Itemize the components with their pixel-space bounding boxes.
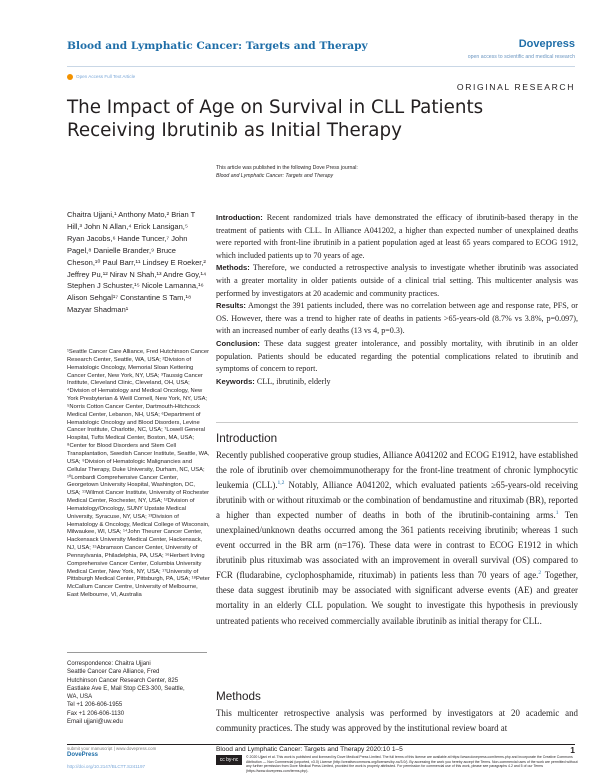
affiliations: ¹Seattle Cancer Care Alliance, Fred Hutchinson Cancer Research Center, Seattle, WA, USA; ²Division of Hematologic Oncology, Memorial Sloan Kettering Cancer Center, New York, NY, USA; ³Taussig Cancer Institute, Cleveland Clinic, Cleveland, OH, USA; ⁴Division of Hematology and Medical Oncology, New York Presbyterian & Weill Cornell, New York, NY, USA; ⁵Norris Cotton Cancer Center, Dartmouth-Hitchcock Medical Center, Lebanon, NH, USA; ⁶Department of Hematologic Oncology and Blood Disorders, Levine Cancer Institute, Charlotte, NC, USA; ⁷Lowell General Hospital, Tufts Medical Center, Boston, MA, USA; ⁸Center for Blood Disorders and Stem Cell Transplantation, Swedish Cancer Institute, Seattle, WA, USA; ⁹Division of Hematologic Malignancies and Cellular Therapy, Duke University, Durham, NC, USA; ¹⁰Lombardi Comprehensive Cancer Center, Georgetown University Hospital, Washington, DC, USA; ¹¹Wilmot Cancer Institute, University of Rochester Medical Center, Rochester, NY, USA; ¹²Division of Hematology/Oncology, SUNY Upstate Medical University, Syracuse, NY, USA; ¹³Division of Hematology & Oncology, Medical College of Wisconsin, Milwaukee, WI, USA; ¹⁴John Theurer Cancer Center, Hackensack University Medical Center, Hackensack, NJ, USA; ¹⁵Abramson Cancer Center, University of Pennsylvania, Philadelphia, PA, USA; ¹⁶Herbert Irving Comprehensive Cancer Center, Columbia University Medical Center, New York, NY, USA; ¹⁷University of Pittsburgh Medical Center, Pittsburgh, PA, USA; ¹⁸Peter McCallum Cancer Centre, University of Melbourne, East Melbourne, VI, Australia: [67, 349, 210, 599]
correspondence: [67, 660, 210, 726]
author-list: Chaitra Ujjani,¹ Anthony Mato,² Brian T Hill,³ John N Allan,⁴ Erick Lansigan,⁵ Ryan Jacobs,⁶ Hande Tuncer,⁷ John Pagel,⁸ Danielle Brander,⁹ Bruce Cheson,¹⁰ Paul Barr,¹¹ Lindsey E Roeker,² Jeffrey Pu,¹² Nirav N Shah,¹³ Andre Goy,¹⁴ Stephen J Schuster,¹⁵ Nicole Lamanna,¹⁶ Alison Sehgal¹⁷ Constantine S Tam,¹⁸ Mazyar Shadman¹: [67, 210, 207, 315]
article-type: ORIGINAL RESEARCH: [456, 82, 575, 92]
citation-link[interactable]: 2: [538, 570, 542, 577]
abstract-results-label: Results:: [216, 301, 246, 311]
article-title: The Impact of Age on Survival in CLL Patients Receiving Ibrutinib as Initial Therapy: [67, 97, 484, 141]
abstract-conclusion-label: Conclusion:: [216, 338, 260, 348]
abstract-intro: Recent randomized trials have demonstrated the efficacy of ibrutinib-based therapy in the treatment of patients with CLL. In Alliance A041202, a higher than expected number of unexplained deaths were reported with front-line ibrutinib in a patient population aged at least 65 years compared to ECOG 1912, which included patients up to 70 years of age.: [216, 213, 578, 260]
correspondence-line: WA, USA: [67, 694, 93, 701]
abstract-intro-label: Introduction:: [216, 213, 263, 222]
submit-link[interactable]: submit your manuscript | www.dovepress.com: [67, 746, 157, 751]
correspondence-line: Eastlake Ave E, Mail Stop CE3-300, Seattle,: [67, 685, 185, 692]
correspondence-line: Correspondence: Chaitra Ujjani: [67, 661, 151, 667]
correspondence-divider: [67, 652, 207, 653]
page-number: 1: [570, 745, 575, 755]
section-heading-methods: Methods: [216, 690, 261, 703]
publisher-tagline: open access to scientific and medical research: [467, 54, 575, 60]
intro-text: Notably, Alliance A041202, which evaluated patients ≥65-years-old receiving ibrutinib with or without rituximab or the combination of bendamustine and rituximab (BR), reported a higher than expected number of deaths in both of the ibrutinib-containing arms.: [216, 480, 578, 521]
introduction-body: [216, 448, 578, 629]
dovepress-logo[interactable]: DovePress: [67, 752, 99, 758]
abstract-conclusion: These data suggest greater intolerance, and possibly mortality, with ibrutinib in an older population. Patients should be educated regarding the potential complications related to ibrutinib and symptoms of concern to report.: [216, 338, 578, 374]
published-note-journal: Blood and Lymphatic Cancer: Targets and Therapy: [216, 173, 334, 179]
open-access-icon: [67, 74, 73, 80]
abstract-methods: Therefore, we conducted a retrospective analysis to investigate whether ibrutinib was associated with a greater mortality in older patients outside of a clinical trial setting. This multicenter analysis was performed by investigators at 20 academic and community practices.: [216, 263, 578, 298]
correspondence-line: Hutchinson Cancer Research Center, 825: [67, 677, 179, 684]
journal-title: Blood and Lymphatic Cancer: Targets and Therapy: [67, 40, 368, 52]
cc-license-icon[interactable]: cc by-nc: [216, 755, 242, 765]
abstract-results: Amongst the 391 patients included, there was no correlation between age and response rate, PFS, or OS. However, there was a trend to higher rate of deaths in patients >65-years-old (8.7% vs 3.8%, p=0.097), with an increased number of early deaths (13 vs 4, p=0.3).: [216, 301, 579, 336]
footer-journal: Blood and Lymphatic Cancer: Targets and Therapy 2020:10 1–5: [216, 746, 403, 753]
intro-text: Together, these data suggest ibrutinib may be associated with significant adverse events (AE) and greater mortality in an elderly CLL population. We sought to investigate this hypothesis in previously untreated patients who received commercially available ibrutinib as initial therapy for CLL.: [216, 570, 578, 626]
open-access-label: [67, 74, 135, 80]
correspondence-line: Seattle Cancer Care Alliance, Fred: [67, 669, 160, 676]
publisher-logo[interactable]: Dovepress: [518, 38, 575, 50]
correspondence-line: Fax +1 206-606-1130: [67, 710, 125, 717]
intro-text: Recently published cooperative group studies, Alliance A041202 and ECOG E1912, have established the role of ibrutinib over chemoimmunotherapy for the front-line treatment of chronic lymphocytic leukemia (CLL).: [216, 450, 578, 491]
correspondence-line: Tel +1 206-606-1955: [67, 702, 123, 709]
published-note: [216, 164, 516, 180]
footer-divider: [67, 744, 575, 745]
citation-link[interactable]: 1: [555, 510, 559, 517]
doi-link[interactable]: http://doi.org/10.2147/BLCTT.S241197: [67, 764, 146, 769]
correspondence-email[interactable]: Email ujjani@uw.edu: [67, 719, 123, 726]
keywords-label: Keywords:: [216, 376, 255, 386]
abstract-methods-label: Methods:: [216, 263, 250, 273]
citation-link[interactable]: 1,2: [277, 480, 285, 487]
published-note-line: This article was published in the following Dove Press journal:: [216, 165, 358, 171]
abstract: [216, 212, 578, 388]
open-access-text: Open Access Full Text Article: [76, 74, 136, 80]
abstract-divider: [216, 422, 578, 423]
intro-text: Ten unexplained/unknown deaths occurred among the 361 patients receiving ibrutinib; whereas 1 such event occurred in the BR arm (n=176). These data were in contrast to ECOG E1912 in which ibrutinib plus rituximab was associated with an improvement in overall survival (OS) compared to FCR (fludarabine, cyclophosphamide, rituximab) in patients less than 70 years of age.: [216, 510, 578, 581]
section-heading-introduction: Introduction: [216, 432, 278, 445]
keywords: CLL, ibrutinib, elderly: [256, 376, 331, 386]
header-divider: [67, 66, 575, 67]
license-text: © 2020 Ujjani et al. This work is published and licensed by Dove Medical Press Limited. The full terms of this license are available at https://www.dovepress.com/terms.php and incorporate the Creative Commons Attribution — Non Commercial (unported, v3.0) License (http://creativecommons.org/licenses/by-nc/3.0/). By accessing the work you hereby accept the Terms. Non-commercial uses of the work are permitted without any further permission from Dove Medical Press Limited, provided the work is properly attributed. For permission for commercial use of this work, please see paragraphs 4.2 and 5 of our Terms (https://www.dovepress.com/terms.php).: [246, 755, 578, 774]
methods-body: This multicenter retrospective analysis was performed by investigators at 20 academic and community practices. The study was approved by the institutional review board at: [216, 708, 578, 734]
